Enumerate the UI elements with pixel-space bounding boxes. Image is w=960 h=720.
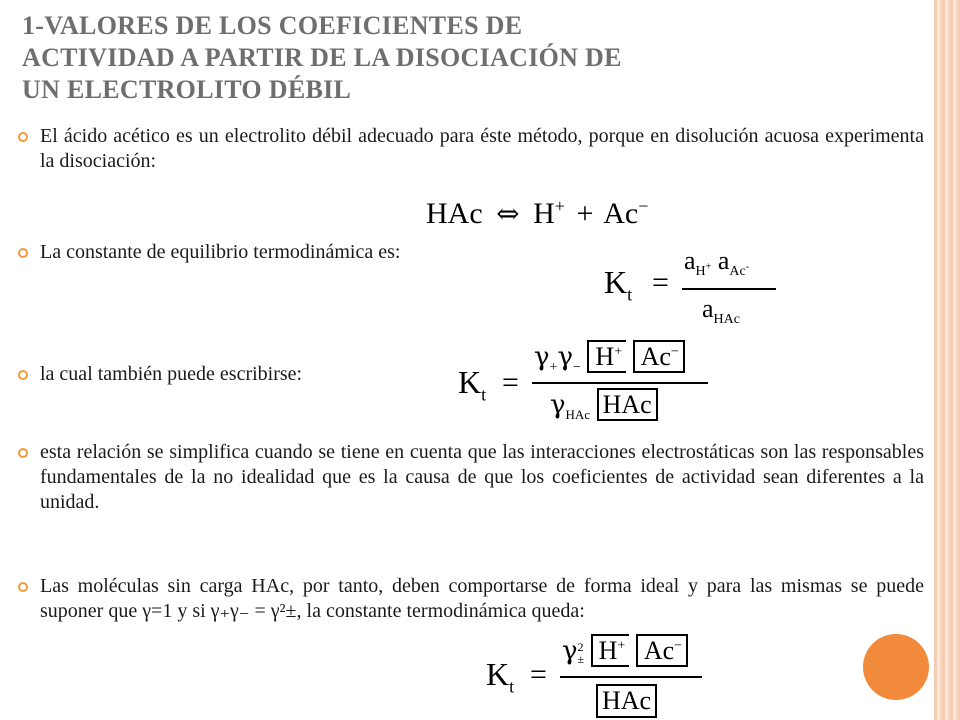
fraction-bar <box>560 676 702 678</box>
bullet-text: Las moléculas sin carga HAc, por tanto, deben comportarse de forma ideal y para las mismas se puede suponer que γ=1 y si γ₊γ₋ = γ²±, la constante termodinámica queda: <box>40 575 924 622</box>
bullet-text: La constante de equilibrio termodinámica es: <box>40 241 401 263</box>
bullet-text: esta relación se simplifica cuando se tiene en cuenta que las interacciones electrostáticas son las responsables fundamentales de la no idealidad que es la causa de que los coeficientes de actividad sean diferentes a la unidad. <box>40 441 924 513</box>
bullet-text: El ácido acético es un electrolito débil adecuado para éste método, porque en disolución acuosa experimenta la disociación: <box>40 125 924 172</box>
bullet-item <box>18 124 924 174</box>
fraction-bar <box>532 382 708 384</box>
bullet-text: la cual también puede escribirse: <box>40 363 303 385</box>
equation-dissociation: HAc ⇔ H+ + Ac− <box>426 196 649 230</box>
bullet-circle-icon <box>18 132 28 142</box>
bullet-item <box>18 440 924 515</box>
equation-kt-mean-gamma: $K_t$ = γ 2 ± H+ Ac− HAc <box>486 636 716 720</box>
bullet-circle-icon <box>18 370 28 380</box>
bullet-circle-icon <box>18 448 28 458</box>
title-line-1: 1-VALORES DE LOS COEFICIENTES DE <box>22 11 523 40</box>
bullet-circle-icon <box>18 582 28 592</box>
decorative-stripe-band <box>934 0 960 720</box>
title-line-3: UN ELECTROLITO DÉBIL <box>22 75 352 104</box>
bullet-item <box>18 574 924 624</box>
fraction-bar <box>682 288 776 290</box>
equation-kt-gamma: $K_t$ = $\gamma_+\gamma_-$ H+ Ac− $\gamma_{HAc}$ HAc <box>458 342 718 426</box>
title-line-2: ACTIVIDAD A PARTIR DE LA DISOCIACIÓN DE <box>22 43 622 72</box>
decorative-orange-circle <box>863 634 929 700</box>
equation-kt-activities: $K_t$ = $a_{H^+}$ $a_{Ac^-}$ $a_{HAc}$ <box>604 248 804 330</box>
bullet-circle-icon <box>18 248 28 258</box>
page-title <box>22 10 902 106</box>
